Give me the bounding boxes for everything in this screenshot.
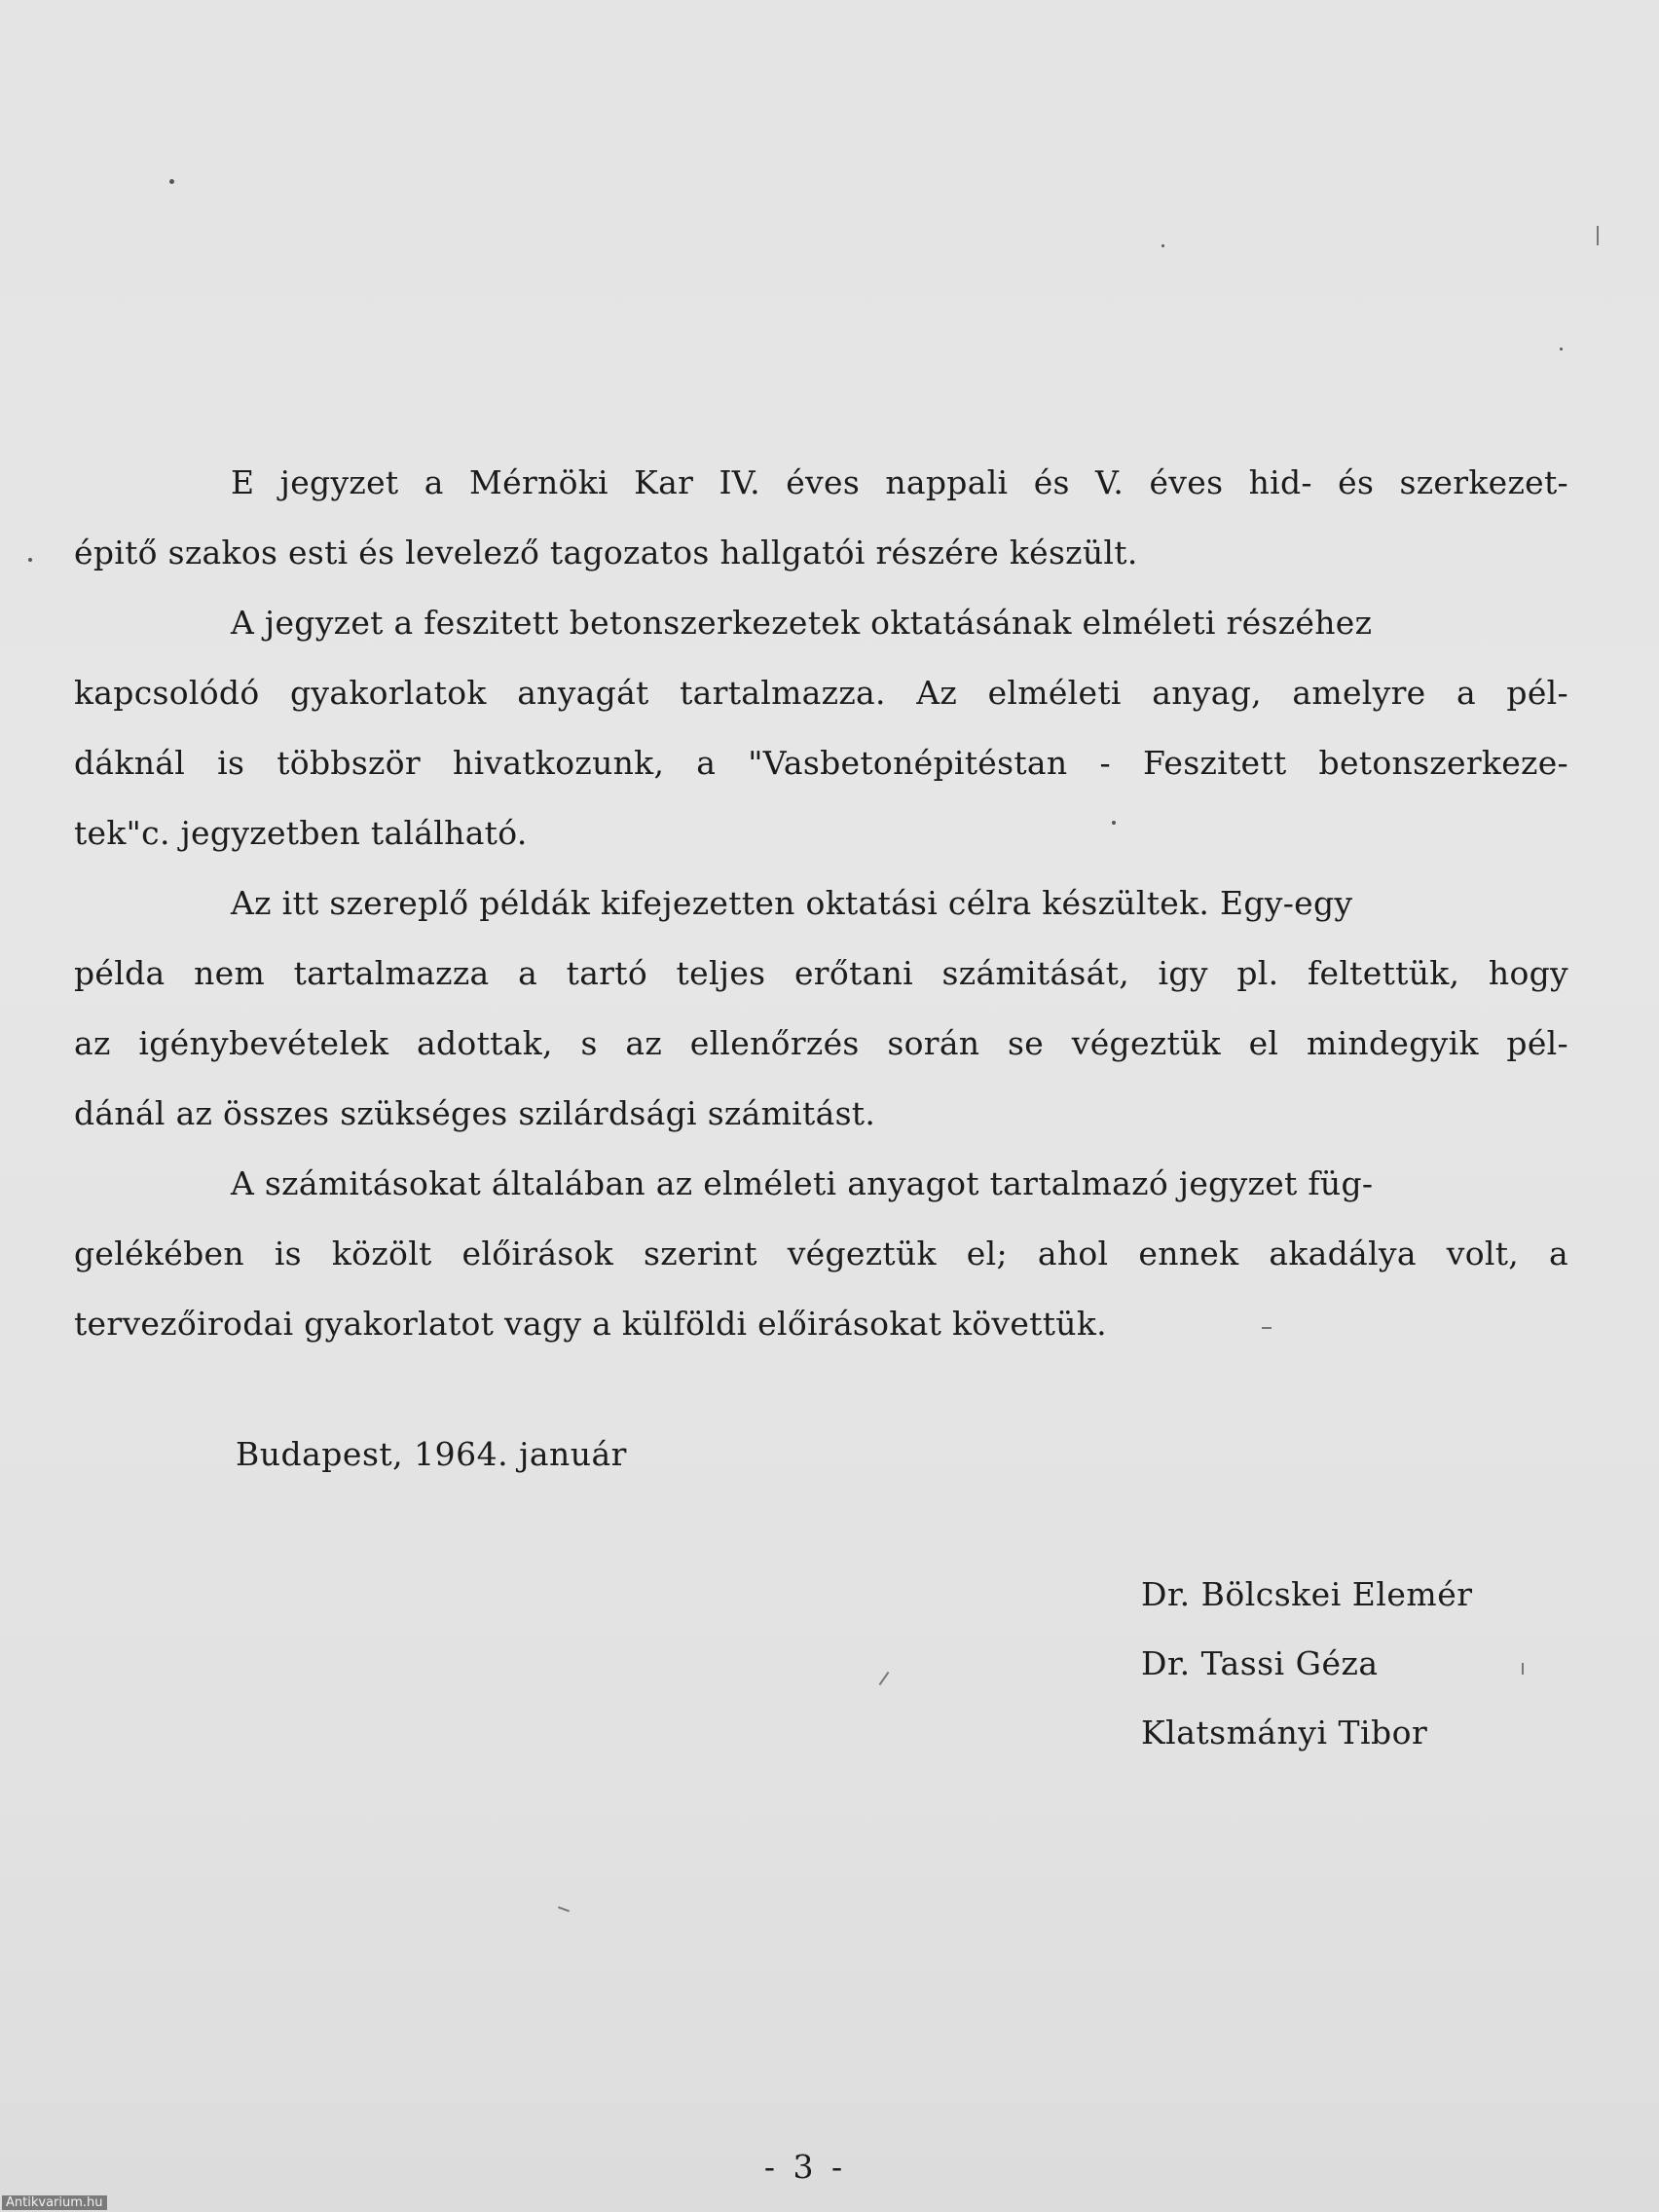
text-line: tervezőirodai gyakorlatot vagy a külföldi előirásokat követtük. [74, 1305, 1107, 1343]
text-line: E jegyzet a Mérnöki Kar IV. éves nappali és V. éves hid- és szerkezet- [231, 463, 1568, 501]
dust-speck [1161, 244, 1164, 247]
text-line: dánál az összes szükséges szilárdsági számitást. [74, 1094, 876, 1132]
scan-mark [1262, 1327, 1272, 1329]
dust-speck [169, 179, 174, 184]
dust-speck [28, 558, 32, 562]
watermark: Antikvarium.hu [2, 2195, 107, 2210]
text-line: A számitásokat általában az elméleti anyagot tartalmazó jegyzet füg- [231, 1164, 1374, 1202]
text-line: az igénybevételek adottak, s az ellenőrzés során se végeztük el mindegyik pél- [74, 1024, 1568, 1062]
dust-speck [1112, 821, 1116, 825]
page-number: - 3 - [763, 2148, 847, 2186]
dust-speck [1560, 348, 1563, 350]
author-name: Dr. Tassi Géza [1141, 1644, 1379, 1682]
text-line: tek"c. jegyzetben található. [74, 814, 528, 852]
text-line: Az itt szereplő példák kifejezetten oktatási célra készültek. Egy-egy [231, 884, 1353, 922]
scan-mark [1522, 1663, 1524, 1675]
author-name: Klatsmányi Tibor [1141, 1714, 1428, 1751]
text-line: gelékében is közölt előirások szerint végeztük el; ahol ennek akadálya volt, a [74, 1235, 1568, 1272]
text-line: kapcsolódó gyakorlatok anyagát tartalmazza. Az elméleti anyag, amelyre a pél- [74, 674, 1568, 712]
text-line: példa nem tartalmazza a tartó teljes erőtani számitását, igy pl. feltettük, hogy [74, 954, 1568, 992]
scan-mark [1597, 226, 1599, 245]
author-name: Dr. Bölcskei Elemér [1141, 1575, 1473, 1613]
scan-mark [879, 1672, 890, 1685]
author-signatures [1141, 1560, 1473, 1767]
body-text [74, 448, 1568, 1359]
text-line: dáknál is többször hivatkozunk, a "Vasbetonépitéstan - Feszitett betonszerkeze- [74, 744, 1568, 782]
place-and-date: Budapest, 1964. január [236, 1435, 627, 1473]
text-line: épitő szakos esti és levelező tagozatos hallgatói részére készült. [74, 534, 1138, 571]
text-line: A jegyzet a feszitett betonszerkezetek oktatásának elméleti részéhez [231, 604, 1373, 642]
scan-mark [558, 1906, 570, 1912]
